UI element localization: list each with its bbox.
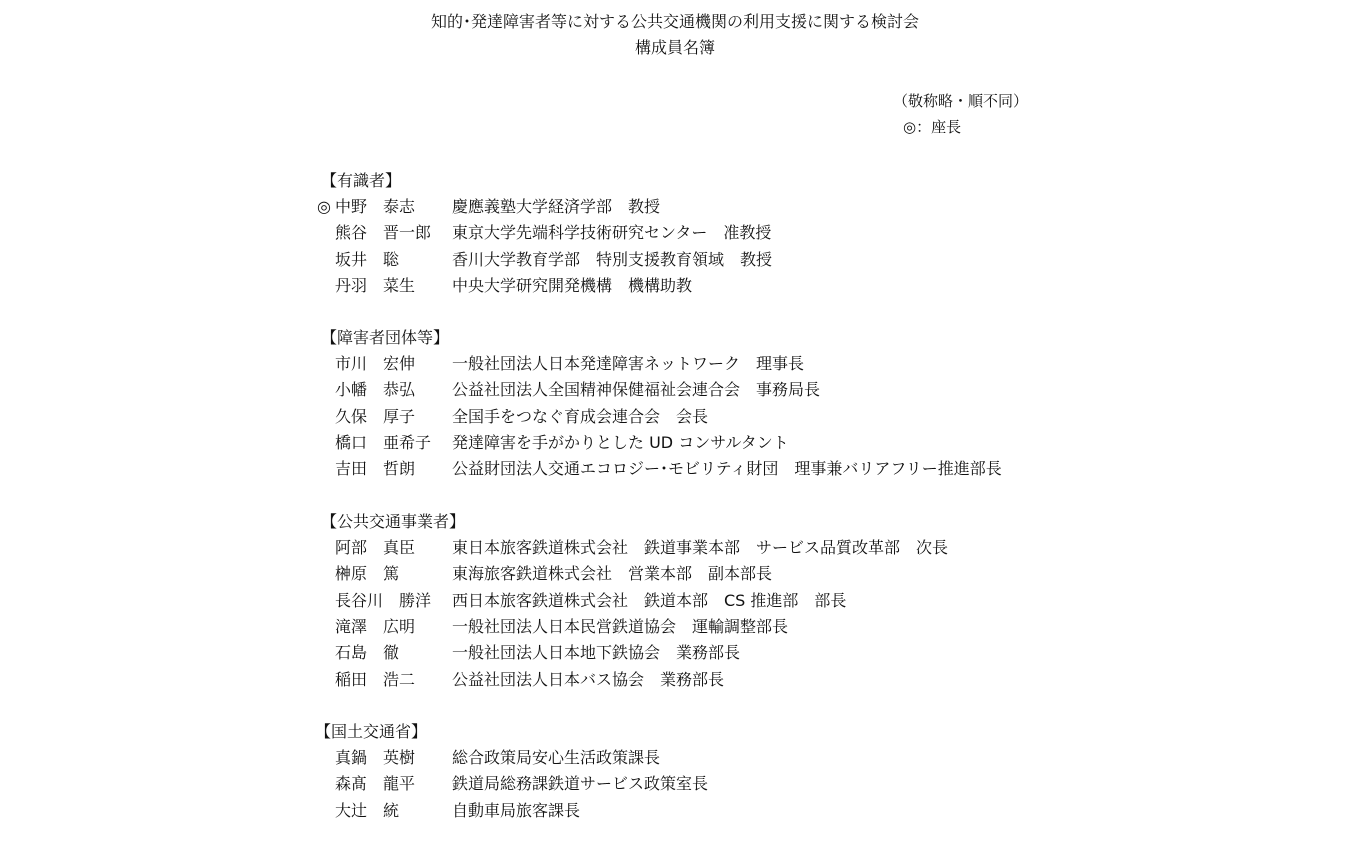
member-row <box>0 197 1350 217</box>
member-affiliation: 東海旅客鉄道株式会社 営業本部 副本部長 <box>452 564 773 583</box>
member-name: 長谷川 勝洋 <box>335 591 432 610</box>
member-affiliation: 鉄道局総務課鉄道サービス政策室長 <box>452 774 709 793</box>
member-name: 石島 徹 <box>335 643 400 662</box>
member-row <box>0 617 1350 637</box>
member-affiliation: 香川大学教育学部 特別支援教育領域 教授 <box>452 250 773 269</box>
member-row <box>0 643 1350 663</box>
member-name: 坂井 聡 <box>335 250 400 269</box>
member-row <box>0 538 1350 558</box>
member-name: 榊原 篤 <box>335 564 400 583</box>
member-name: 吉田 哲朗 <box>335 459 416 478</box>
member-affiliation: 公益財団法人交通エコロジー･モビリティ財団 理事兼バリアフリー推進部長 <box>452 459 1002 478</box>
section-heading: 【国土交通省】 <box>315 722 428 741</box>
member-row <box>0 250 1350 270</box>
member-name: 中野 泰志 <box>335 197 416 216</box>
member-name: 阿部 真臣 <box>335 538 416 557</box>
member-row <box>0 774 1350 794</box>
member-affiliation: 東日本旅客鉄道株式会社 鉄道事業本部 サービス品質改革部 次長 <box>452 538 949 557</box>
member-row <box>0 459 1350 479</box>
member-name: 滝澤 広明 <box>335 617 416 636</box>
document-subtitle: 構成員名簿 <box>634 38 715 57</box>
member-affiliation: 公益社団法人日本バス協会 業務部長 <box>452 670 725 689</box>
member-row <box>0 591 1350 611</box>
section-heading: 【障害者団体等】 <box>321 328 450 347</box>
member-row <box>0 223 1350 243</box>
section-heading: 【公共交通事業者】 <box>321 512 466 531</box>
member-affiliation: 一般社団法人日本地下鉄協会 業務部長 <box>452 643 741 662</box>
member-affiliation: 発達障害を手がかりとした UD コンサルタント <box>452 433 789 452</box>
member-name: 稲田 浩二 <box>335 670 416 689</box>
member-affiliation: 慶應義塾大学経済学部 教授 <box>452 197 661 216</box>
document-title: 知的･発達障害者等に対する公共交通機関の利用支援に関する検討会 <box>430 12 919 31</box>
member-affiliation: 一般社団法人日本発達障害ネットワーク 理事長 <box>452 354 805 373</box>
member-name: 真鍋 英樹 <box>335 748 416 767</box>
member-affiliation: 全国手をつなぐ育成会連合会 会長 <box>452 407 709 426</box>
member-row <box>0 564 1350 584</box>
member-row <box>0 276 1350 296</box>
chair-legend: ◎：座長 <box>903 118 962 136</box>
member-row <box>0 354 1350 374</box>
member-affiliation: 公益社団法人全国精神保健福祉会連合会 事務局長 <box>452 380 821 399</box>
member-name: 丹羽 菜生 <box>335 276 416 295</box>
member-row <box>0 433 1350 453</box>
member-row <box>0 407 1350 427</box>
member-affiliation: 一般社団法人日本民営鉄道協会 運輸調整部長 <box>452 617 789 636</box>
member-name: 市川 宏伸 <box>335 354 416 373</box>
member-name: 小幡 恭弘 <box>335 380 416 399</box>
member-affiliation: 西日本旅客鉄道株式会社 鉄道本部 CS 推進部 部長 <box>452 591 847 610</box>
member-name: 大辻 統 <box>335 801 400 820</box>
section-heading: 【有識者】 <box>321 171 402 190</box>
member-affiliation: 自動車局旅客課長 <box>452 801 581 820</box>
member-row <box>0 380 1350 400</box>
member-row <box>0 670 1350 690</box>
member-row <box>0 801 1350 821</box>
chair-mark: ◎ <box>317 197 331 216</box>
member-row <box>0 748 1350 768</box>
member-affiliation: 東京大学先端科学技術研究センター 准教授 <box>452 223 772 242</box>
member-name: 森髙 龍平 <box>335 774 416 793</box>
member-affiliation: 総合政策局安心生活政策課長 <box>452 748 661 767</box>
member-affiliation: 中央大学研究開発機構 機構助教 <box>452 276 693 295</box>
honorific-note: （敬称略・順不同） <box>893 92 1029 110</box>
member-name: 久保 厚子 <box>335 407 416 426</box>
member-name: 熊谷 晋一郎 <box>335 223 432 242</box>
member-name: 橋口 亜希子 <box>335 433 432 452</box>
